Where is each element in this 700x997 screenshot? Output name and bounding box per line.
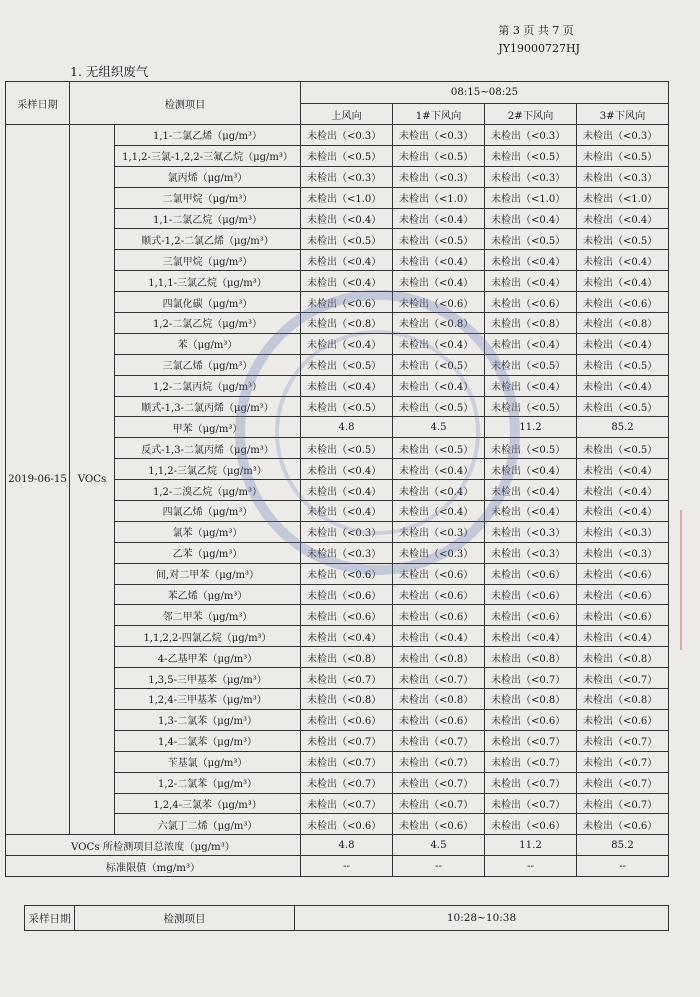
report-code: JY19000727HJ [498, 42, 580, 55]
value-cell: 未检出（<0.6） [393, 584, 485, 605]
limit-label: 标准限值（mg/m³） [6, 856, 301, 877]
value-cell: 未检出（<0.4） [393, 626, 485, 647]
value-cell: 未检出（<0.8） [577, 689, 669, 710]
item-name-cell: 1,1,2,2-四氯乙烷（μg/m³） [115, 626, 301, 647]
second-header-row [25, 906, 669, 931]
value-cell: 未检出（<0.3） [393, 542, 485, 563]
value-cell: 11.2 [485, 417, 577, 438]
value-cell: 未检出（<0.5） [393, 396, 485, 417]
value-cell: 未检出（<0.8） [393, 689, 485, 710]
item-name-cell: 1,1,1-三氯乙烷（μg/m³） [115, 271, 301, 292]
sampling-date-cell: 2019-06-15 [6, 125, 70, 835]
item-name-cell: 1,1-二氯乙烷（μg/m³） [115, 208, 301, 229]
value-cell: 未检出（<0.4） [301, 459, 393, 480]
value-cell: 未检出（<0.6） [393, 292, 485, 313]
value-cell: 未检出（<0.6） [577, 814, 669, 835]
value-cell: 未检出（<0.8） [577, 313, 669, 334]
second-header-time: 10:28~10:38 [295, 906, 669, 931]
value-cell: 未检出（<0.4） [301, 333, 393, 354]
value-cell: 未检出（<0.5） [393, 354, 485, 375]
value-cell: 未检出（<0.6） [577, 584, 669, 605]
limit-row [6, 856, 669, 877]
value-cell: 未检出（<0.6） [577, 563, 669, 584]
value-cell: 未检出（<0.3） [393, 166, 485, 187]
value-cell: 未检出（<0.8） [577, 647, 669, 668]
item-name-cell: 1,2-二氯乙烷（μg/m³） [115, 313, 301, 334]
value-cell: 未检出（<0.3） [577, 542, 669, 563]
value-cell: 未检出（<0.5） [301, 145, 393, 166]
value-cell: 未检出（<0.7） [485, 730, 577, 751]
page-header [498, 22, 580, 58]
value-cell: 未检出（<0.5） [485, 354, 577, 375]
item-name-cell: 1,1,2-三氯乙烷（μg/m³） [115, 459, 301, 480]
value-cell: 未检出（<0.3） [485, 542, 577, 563]
header-col-downwind-2: 2#下风向 [485, 104, 577, 125]
total-value-cell: 85.2 [577, 835, 669, 856]
value-cell: 未检出（<0.6） [577, 292, 669, 313]
value-cell: 未检出（<0.4） [393, 250, 485, 271]
item-name-cell: 1,3-二氯苯（μg/m³） [115, 709, 301, 730]
value-cell: 未检出（<0.7） [577, 793, 669, 814]
value-cell: 未检出（<0.5） [301, 438, 393, 459]
value-cell: 未检出（<0.3） [393, 521, 485, 542]
value-cell: 未检出（<0.3） [485, 521, 577, 542]
total-label: VOCs 所检测项目总浓度（μg/m³） [6, 835, 301, 856]
value-cell: 未检出（<0.5） [301, 354, 393, 375]
value-cell: 未检出（<0.7） [577, 668, 669, 689]
value-cell: 4.5 [393, 417, 485, 438]
value-cell: 未检出（<0.6） [485, 292, 577, 313]
value-cell: 未检出（<0.7） [577, 772, 669, 793]
group-cell: VOCs [70, 125, 115, 835]
value-cell: 未检出（<0.4） [393, 271, 485, 292]
limit-value-cell: -- [485, 856, 577, 877]
limit-value-cell: -- [301, 856, 393, 877]
value-cell: 未检出（<0.7） [393, 730, 485, 751]
value-cell: 未检出（<0.8） [393, 647, 485, 668]
value-cell: 未检出（<0.3） [301, 166, 393, 187]
item-name-cell: 顺式-1,3-二氯丙烯（μg/m³） [115, 396, 301, 417]
item-name-cell: 1,2-二氯丙烷（μg/m³） [115, 375, 301, 396]
value-cell: 未检出（<0.5） [577, 229, 669, 250]
value-cell: 85.2 [577, 417, 669, 438]
value-cell: 未检出（<0.4） [577, 250, 669, 271]
item-name-cell: 乙苯（μg/m³） [115, 542, 301, 563]
item-name-cell: 间,对二甲苯（μg/m³） [115, 563, 301, 584]
page-number: 第 3 页 共 7 页 [498, 24, 574, 37]
value-cell: 未检出（<0.4） [485, 459, 577, 480]
value-cell: 未检出（<1.0） [577, 187, 669, 208]
value-cell: 未检出（<0.7） [301, 793, 393, 814]
item-name-cell: 六氯丁二烯（μg/m³） [115, 814, 301, 835]
value-cell: 未检出（<0.7） [393, 668, 485, 689]
value-cell: 未检出（<0.3） [485, 125, 577, 146]
value-cell: 未检出（<0.7） [577, 730, 669, 751]
value-cell: 未检出（<1.0） [301, 187, 393, 208]
value-cell: 未检出（<0.6） [301, 605, 393, 626]
value-cell: 未检出（<0.4） [577, 480, 669, 501]
value-cell: 4.8 [301, 417, 393, 438]
value-cell: 未检出（<0.5） [577, 438, 669, 459]
value-cell: 未检出（<0.7） [485, 668, 577, 689]
item-name-cell: 1,2-二溴乙烷（μg/m³） [115, 480, 301, 501]
value-cell: 未检出（<0.6） [301, 584, 393, 605]
value-cell: 未检出（<0.6） [393, 563, 485, 584]
value-cell: 未检出（<0.8） [485, 313, 577, 334]
header-col-downwind-1: 1#下风向 [393, 104, 485, 125]
value-cell: 未检出（<0.5） [485, 229, 577, 250]
value-cell: 未检出（<0.7） [577, 751, 669, 772]
value-cell: 未检出（<0.8） [301, 689, 393, 710]
value-cell: 未检出（<0.5） [485, 396, 577, 417]
limit-value-cell: -- [577, 856, 669, 877]
second-sampling-table [24, 905, 669, 931]
header-time-range: 08:15~08:25 [301, 82, 669, 104]
value-cell: 未检出（<0.5） [577, 354, 669, 375]
item-name-cell: 1,3,5-三甲基苯（μg/m³） [115, 668, 301, 689]
value-cell: 未检出（<0.7） [393, 772, 485, 793]
value-cell: 未检出（<0.4） [393, 480, 485, 501]
value-cell: 未检出（<0.5） [301, 229, 393, 250]
item-name-cell: 1,2,4-三氯苯（μg/m³） [115, 793, 301, 814]
value-cell: 未检出（<0.4） [485, 271, 577, 292]
value-cell: 未检出（<0.4） [577, 333, 669, 354]
item-name-cell: 1,2-二氯苯（μg/m³） [115, 772, 301, 793]
item-name-cell: 1,1-二氯乙烯（μg/m³） [115, 125, 301, 146]
value-cell: 未检出（<0.3） [301, 125, 393, 146]
value-cell: 未检出（<0.5） [393, 145, 485, 166]
value-cell: 未检出（<0.7） [393, 751, 485, 772]
value-cell: 未检出（<0.5） [301, 396, 393, 417]
value-cell: 未检出（<0.4） [301, 501, 393, 522]
value-cell: 未检出（<0.5） [485, 438, 577, 459]
voc-results-table [5, 81, 669, 877]
header-sampling-date: 采样日期 [6, 82, 70, 125]
item-name-cell: 氯丙烯（μg/m³） [115, 166, 301, 187]
value-cell: 未检出（<0.4） [301, 250, 393, 271]
value-cell: 未检出（<0.7） [301, 730, 393, 751]
value-cell: 未检出（<0.6） [301, 563, 393, 584]
item-name-cell: 顺式-1,2-二氯乙烯（μg/m³） [115, 229, 301, 250]
value-cell: 未检出（<0.4） [485, 250, 577, 271]
red-seal-edge [680, 510, 700, 650]
value-cell: 未检出（<0.4） [393, 375, 485, 396]
header-col-downwind-3: 3#下风向 [577, 104, 669, 125]
value-cell: 未检出（<0.7） [485, 793, 577, 814]
item-name-cell: 四氯化碳（μg/m³） [115, 292, 301, 313]
value-cell: 未检出（<0.5） [393, 229, 485, 250]
total-value-cell: 4.8 [301, 835, 393, 856]
value-cell: 未检出（<0.6） [393, 709, 485, 730]
item-name-cell: 二氯甲烷（μg/m³） [115, 187, 301, 208]
value-cell: 未检出（<0.4） [393, 333, 485, 354]
value-cell: 未检出（<0.6） [577, 605, 669, 626]
value-cell: 未检出（<0.6） [485, 814, 577, 835]
value-cell: 未检出（<0.6） [301, 814, 393, 835]
item-name-cell: 四氯乙烯（μg/m³） [115, 501, 301, 522]
value-cell: 未检出（<1.0） [393, 187, 485, 208]
value-cell: 未检出（<0.4） [301, 271, 393, 292]
value-cell: 未检出（<0.6） [485, 709, 577, 730]
second-header-date: 采样日期 [25, 906, 75, 931]
value-cell: 未检出（<0.6） [301, 292, 393, 313]
total-value-cell: 4.5 [393, 835, 485, 856]
value-cell: 未检出（<0.6） [393, 814, 485, 835]
value-cell: 未检出（<0.6） [577, 709, 669, 730]
total-row [6, 835, 669, 856]
value-cell: 未检出（<0.4） [485, 480, 577, 501]
value-cell: 未检出（<0.8） [301, 313, 393, 334]
value-cell: 未检出（<0.4） [301, 480, 393, 501]
value-cell: 未检出（<0.6） [301, 709, 393, 730]
item-name-cell: 1,1,2-三氯-1,2,2-三氟乙烷（μg/m³） [115, 145, 301, 166]
value-cell: 未检出（<0.4） [577, 501, 669, 522]
value-cell: 未检出（<0.3） [577, 521, 669, 542]
value-cell: 未检出（<0.3） [301, 542, 393, 563]
value-cell: 未检出（<0.8） [301, 647, 393, 668]
item-name-cell: 苯乙烯（μg/m³） [115, 584, 301, 605]
header-col-upwind: 上风向 [301, 104, 393, 125]
value-cell: 未检出（<0.3） [577, 166, 669, 187]
item-name-cell: 1,4-二氯苯（μg/m³） [115, 730, 301, 751]
item-name-cell: 邻二甲苯（μg/m³） [115, 605, 301, 626]
value-cell: 未检出（<0.7） [301, 668, 393, 689]
value-cell: 未检出（<0.3） [485, 166, 577, 187]
value-cell: 未检出（<0.7） [301, 751, 393, 772]
table-row [6, 125, 669, 146]
value-cell: 未检出（<0.6） [485, 563, 577, 584]
value-cell: 未检出（<0.4） [393, 459, 485, 480]
value-cell: 未检出（<0.4） [301, 208, 393, 229]
value-cell: 未检出（<0.4） [577, 271, 669, 292]
value-cell: 未检出（<0.4） [485, 626, 577, 647]
value-cell: 未检出（<0.7） [485, 751, 577, 772]
value-cell: 未检出（<0.5） [577, 396, 669, 417]
item-name-cell: 氯苯（μg/m³） [115, 521, 301, 542]
header-test-item: 检测项目 [70, 82, 301, 125]
value-cell: 未检出（<0.4） [577, 626, 669, 647]
value-cell: 未检出（<0.5） [485, 145, 577, 166]
value-cell: 未检出（<0.8） [393, 313, 485, 334]
value-cell: 未检出（<0.4） [301, 626, 393, 647]
item-name-cell: 反式-1,3-二氯丙烯（μg/m³） [115, 438, 301, 459]
second-header-item: 检测项目 [75, 906, 295, 931]
value-cell: 未检出（<0.8） [485, 689, 577, 710]
value-cell: 未检出（<0.5） [393, 438, 485, 459]
item-name-cell: 三氯甲烷（μg/m³） [115, 250, 301, 271]
item-name-cell: 苯（μg/m³） [115, 333, 301, 354]
value-cell: 未检出（<0.4） [577, 208, 669, 229]
value-cell: 未检出（<0.6） [485, 605, 577, 626]
item-name-cell: 苄基氯（μg/m³） [115, 751, 301, 772]
value-cell: 未检出（<0.3） [301, 521, 393, 542]
value-cell: 未检出（<0.8） [485, 647, 577, 668]
item-name-cell: 4-乙基甲苯（μg/m³） [115, 647, 301, 668]
value-cell: 未检出（<0.4） [301, 375, 393, 396]
total-value-cell: 11.2 [485, 835, 577, 856]
value-cell: 未检出（<0.5） [577, 145, 669, 166]
value-cell: 未检出（<0.4） [485, 501, 577, 522]
value-cell: 未检出（<0.4） [485, 208, 577, 229]
item-name-cell: 三氯乙烯（μg/m³） [115, 354, 301, 375]
value-cell: 未检出（<1.0） [485, 187, 577, 208]
value-cell: 未检出（<0.4） [577, 375, 669, 396]
value-cell: 未检出（<0.3） [393, 125, 485, 146]
value-cell: 未检出（<0.4） [485, 333, 577, 354]
item-name-cell: 甲苯（μg/m³） [115, 417, 301, 438]
value-cell: 未检出（<0.7） [301, 772, 393, 793]
value-cell: 未检出（<0.4） [485, 375, 577, 396]
value-cell: 未检出（<0.4） [577, 459, 669, 480]
section-title: 1. 无组织废气 [70, 64, 149, 79]
value-cell: 未检出（<0.4） [393, 501, 485, 522]
value-cell: 未检出（<0.6） [393, 605, 485, 626]
value-cell: 未检出（<0.7） [393, 793, 485, 814]
header-row-1 [6, 82, 669, 104]
value-cell: 未检出（<0.4） [393, 208, 485, 229]
value-cell: 未检出（<0.6） [485, 584, 577, 605]
value-cell: 未检出（<0.3） [577, 125, 669, 146]
item-name-cell: 1,2,4-三甲基苯（μg/m³） [115, 689, 301, 710]
limit-value-cell: -- [393, 856, 485, 877]
value-cell: 未检出（<0.7） [485, 772, 577, 793]
